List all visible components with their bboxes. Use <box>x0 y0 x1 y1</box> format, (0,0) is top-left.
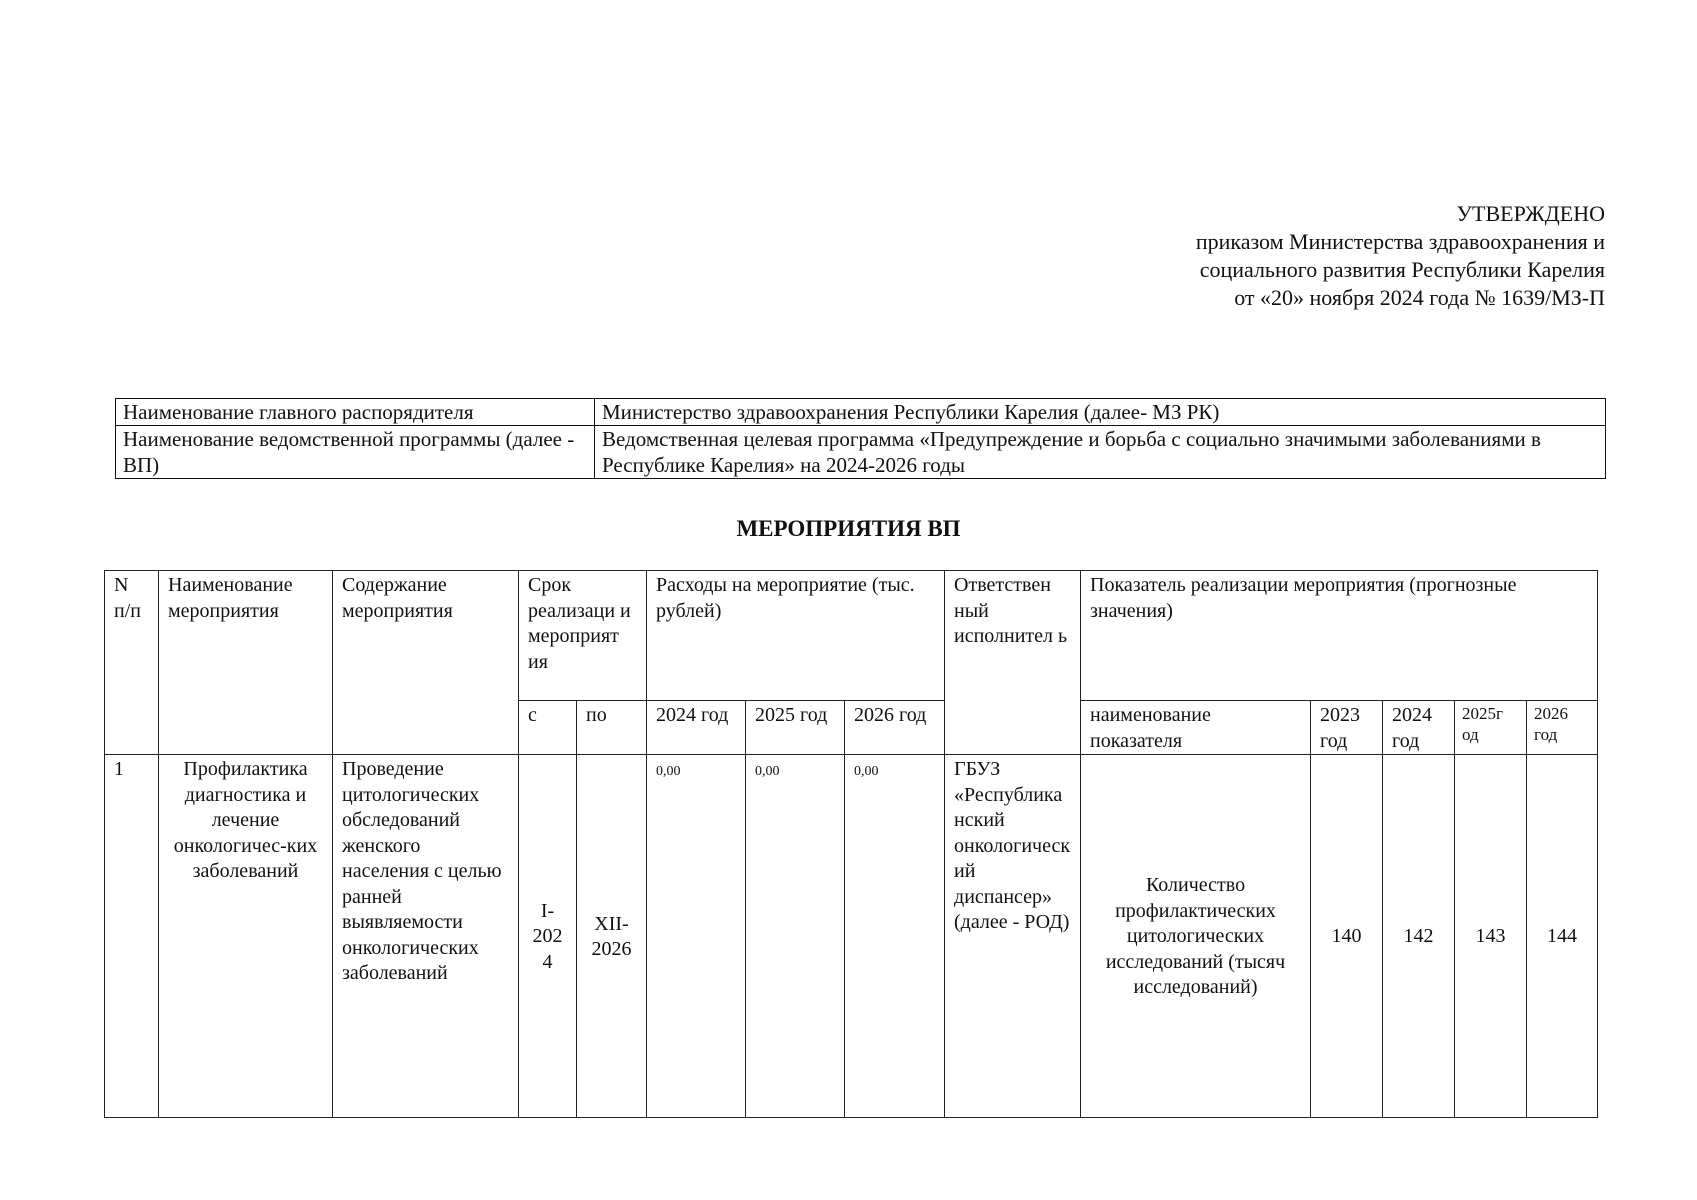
measure-content: Проведение цитологических обследований женского населения с целью ранней выявляемости онкологических заболеваний <box>333 755 519 1118</box>
table-row <box>116 426 1606 479</box>
indicator-value-2026: 144 <box>1527 755 1598 1118</box>
approval-line: приказом Министерства здравоохранения и <box>1195 229 1605 254</box>
approval-block <box>1085 200 1605 312</box>
col-header-indicator-2025: 2025г од <box>1455 701 1527 755</box>
period-to: XII-2026 <box>577 755 647 1118</box>
expense-2025: 0,00 <box>746 755 845 1118</box>
col-header-indicator-name: наименование показателя <box>1081 701 1311 755</box>
col-header-indicator-2026: 2026 год <box>1527 701 1598 755</box>
col-header-expense-2024: 2024 год <box>647 701 746 755</box>
indicator-name: Количество профилактических цитологических исследований (тысяч исследований) <box>1081 755 1311 1118</box>
program-info-table <box>115 398 1606 479</box>
program-name-label: Наименование ведомственной программы (далее - ВП) <box>116 426 595 479</box>
approval-order-number: от «20» ноября 2024 года № 1639/МЗ-П <box>1234 285 1605 310</box>
expense-2026: 0,00 <box>845 755 945 1118</box>
main-manager-label: Наименование главного распорядителя <box>116 399 595 426</box>
measure-name: Профилактика диагностика и лечение онкологичес-ких заболеваний <box>159 755 333 1118</box>
row-number: 1 <box>105 755 159 1118</box>
indicator-value-2024: 142 <box>1383 755 1455 1118</box>
approval-line: социального развития Республики Карелия <box>1199 257 1605 282</box>
program-name-value: Ведомственная целевая программа «Предупреждение и борьба с социально значимыми заболеваниями в Республике Карелия» на 2024-2026 годы <box>595 426 1606 479</box>
table-header-row <box>105 571 1598 701</box>
col-header-responsible: Ответствен ный исполнител ь <box>945 571 1081 755</box>
main-manager-value: Министерство здравоохранения Республики Карелия (далее- МЗ РК) <box>595 399 1606 426</box>
indicator-value-2023: 140 <box>1311 755 1383 1118</box>
col-header-expense-2025: 2025 год <box>746 701 845 755</box>
col-header-period-to: по <box>577 701 647 755</box>
expense-2024: 0,00 <box>647 755 746 1118</box>
col-header-indicator-2024: 2024 год <box>1383 701 1455 755</box>
col-header-number: N п/п <box>105 571 159 755</box>
section-title: МЕРОПРИЯТИЯ ВП <box>736 516 961 541</box>
col-header-indicator-2023: 2023 год <box>1311 701 1383 755</box>
col-header-expenses: Расходы на мероприятие (тыс. рублей) <box>647 571 945 701</box>
indicator-value-2025: 143 <box>1455 755 1527 1118</box>
col-header-expense-2026: 2026 год <box>845 701 945 755</box>
period-from: I-2024 <box>519 755 577 1118</box>
responsible-executor: ГБУЗ «Республиканский онкологический диспансер» (далее - РОД) <box>945 755 1081 1118</box>
col-header-measure-name: Наименование мероприятия <box>159 571 333 755</box>
approval-title: УТВЕРЖДЕНО <box>1456 201 1605 226</box>
table-row <box>105 755 1598 1118</box>
col-header-period-from: с <box>519 701 577 755</box>
col-header-period: Срок реализаци и мероприят ия <box>519 571 647 701</box>
col-header-indicator: Показатель реализации мероприятия (прогнозные значения) <box>1081 571 1598 701</box>
col-header-measure-content: Содержание мероприятия <box>333 571 519 755</box>
table-row <box>116 399 1606 426</box>
measures-table <box>104 570 1598 1118</box>
